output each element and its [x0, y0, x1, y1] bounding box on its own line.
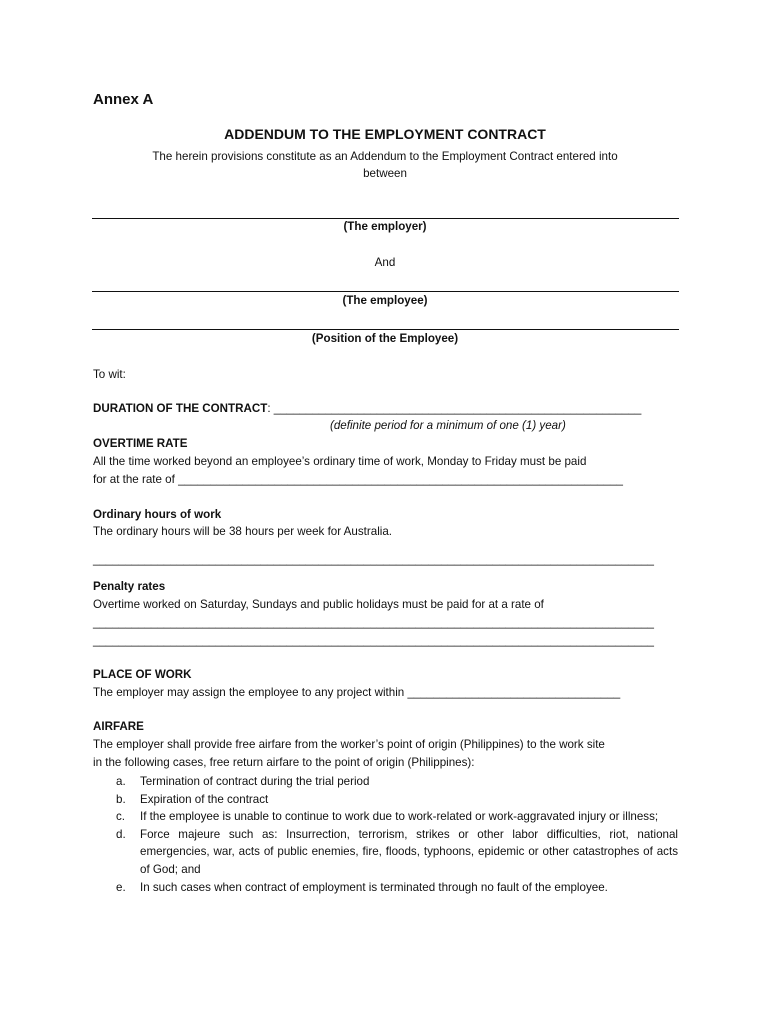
list-item — [93, 773, 678, 791]
airfare-heading: AIRFARE — [93, 720, 144, 733]
document-title: ADDENDUM TO THE EMPLOYMENT CONTRACT — [224, 126, 546, 142]
penalty-heading: Penalty rates — [93, 580, 166, 593]
list-item-text: Termination of contract during the trial period — [140, 775, 370, 788]
duration-line — [93, 402, 641, 416]
list-item — [93, 879, 678, 897]
airfare-line-1: The employer shall provide free airfare from the worker’s point of origin (Philippines) to the work site — [93, 738, 605, 751]
penalty-line: Overtime worked on Saturday, Sundays and public holidays must be paid for at a rate of — [93, 598, 544, 611]
position-label: (Position of the Employee) — [311, 332, 459, 345]
to-wit-text: To wit: — [93, 368, 126, 381]
and-text: And — [374, 256, 396, 269]
ordinary-hours-heading: Ordinary hours of work — [93, 508, 222, 521]
overtime-line-1: All the time worked beyond an employee’s ordinary time of work, Monday to Friday must be paid — [93, 455, 587, 468]
list-marker: e. — [116, 880, 126, 894]
intro-line-1: The herein provisions constitute as an Addendum to the Employment Contract entered into — [152, 150, 618, 163]
ordinary-hours-blank: _______________________________________________________________________________________ — [93, 553, 654, 566]
employee-signature-line — [92, 291, 679, 292]
employee-label: (The employee) — [342, 294, 428, 307]
duration-blank: : _________________________________________________________ — [267, 402, 642, 415]
overtime-line-2: for at the rate of _____________________________________________________________________ — [93, 473, 623, 486]
list-marker: c. — [116, 810, 126, 824]
list-item-text: In such cases when contract of employment is terminated through no fault of the employee. — [140, 880, 608, 894]
penalty-blank-2: _______________________________________________________________________________________ — [93, 634, 654, 647]
list-item-text: Force majeure such as: Insurrection, terrorism, strikes or other labor difficulties, riot, national emergencies, war, acts of public enemies, fire, floods, typhoons, epidemic or other catastrophes of acts of God; and — [140, 827, 678, 876]
list-marker: b. — [116, 792, 126, 806]
airfare-line-2: in the following cases, free return airfare to the point of origin (Philippines): — [93, 756, 475, 769]
penalty-blank-1: _______________________________________________________________________________________ — [93, 616, 654, 629]
duration-heading: DURATION OF THE CONTRACT — [93, 402, 268, 415]
intro-line-2: between — [363, 167, 407, 180]
list-item — [93, 791, 678, 809]
position-signature-line — [92, 329, 679, 330]
airfare-cases-list — [93, 773, 678, 896]
duration-note: (definite period for a minimum of one (1) year) — [330, 419, 566, 432]
list-item — [93, 808, 678, 826]
place-line: The employer may assign the employee to any project within _________________________________ — [93, 686, 621, 699]
overtime-heading: OVERTIME RATE — [93, 437, 188, 450]
employer-label: (The employer) — [343, 220, 427, 233]
list-item-text: If the employee is unable to continue to work due to work-related or work-aggravated injury or illness; — [140, 810, 659, 824]
list-marker: a. — [116, 775, 126, 788]
list-item-text: Expiration of the contract — [140, 792, 269, 806]
list-item — [93, 826, 678, 879]
list-marker: d. — [116, 827, 126, 841]
intro-paragraph — [108, 148, 662, 182]
place-heading: PLACE OF WORK — [93, 668, 192, 681]
annex-label: Annex A — [93, 91, 154, 108]
ordinary-hours-line: The ordinary hours will be 38 hours per week for Australia. — [93, 525, 393, 538]
employer-signature-line — [92, 218, 679, 219]
